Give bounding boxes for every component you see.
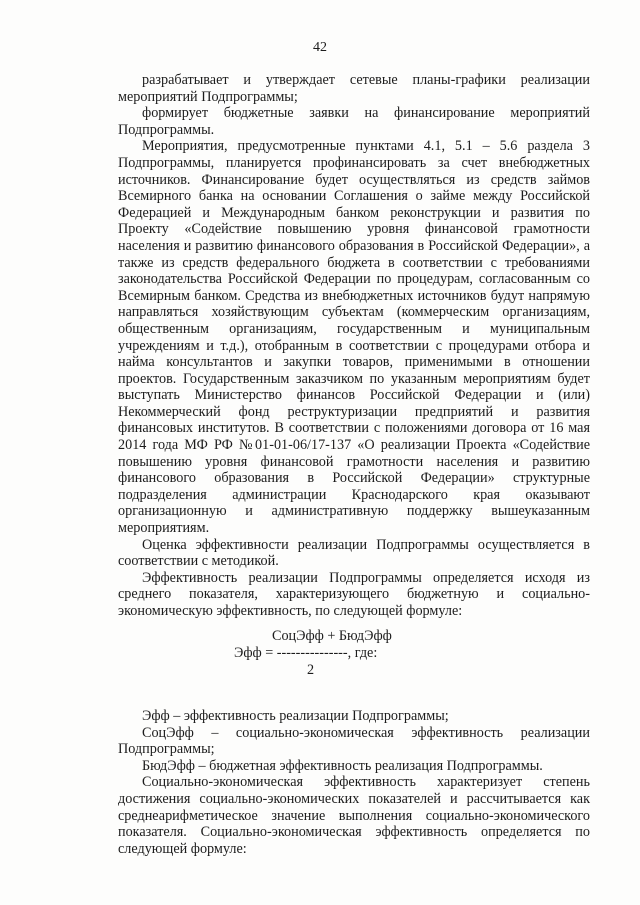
paragraph: разрабатывает и утверждает сетевые планы-графики реализации мероприятий Подпрограммы; [118,72,590,105]
body-text [118,72,590,620]
definition-item: СоцЭфф – социально-экономическая эффективность реализации Подпрограммы; [118,724,590,758]
paragraph: Эффективность реализации Подпрограммы определяется исходя из среднего показателя, характеризующего бюджетную и социально-экономическую эффективность, по следующей формуле: [118,569,590,619]
paragraph: формирует бюджетные заявки на финансирование мероприятий Подпрограммы. [118,105,590,138]
paragraph: Мероприятия, предусмотренные пунктами 4.1, 5.1 – 5.6 раздела 3 Подпрограммы, планируется профинансировать за счет внебюджетных источников. Финансирование будет осуществляться из средств займов Всемирного банка на основании Соглашения о займе между Российской Федерацией и Международным банком реконструкции и развития по Проекту «Содействие повышению уровня финансовой грамотности населения и развитию финансового образования в Российской Федерации», а также из средств федерального бюджета в соответствии с требованиями законодательства Российской Федерации по процедурам, согласованным со Всемирным банком. Средства из внебюджетных источников будут напрямую направляться хозяйствующим субъектам (коммерческим организациям, общественным организациям, государственным и муниципальным учреждениям и т.д.), отобранным в соответствии с процедурами отбора и найма консультантов и закупки товаров, применимыми в отношении проектов. Государственным заказчиком по указанным мероприятиям будет выступать Министерство финансов Российской Федерации и (или) Некоммерческий фонд реструктуризации предприятий и развития финансовых институтов. В соответствии с положениями договора от 16 мая 2014 года МФ РФ №01-01-06/17-137 «О реализации Проекта «Содействие повышению уровня финансовой грамотности населения и развитию финансового образования в Российской Федерации» структурные подразделения администрации Краснодарского края оказывают организационную и административную поддержку вышеуказанным мероприятиям. [118,138,590,537]
definition-item: Эфф – эффективность реализации Подпрограммы; [142,708,449,724]
paragraph: Социально-экономическая эффективность характеризует степень достижения социально-экономических показателей и рассчитывается как среднеарифметическое значение выполнения социально-экономического показателя. Социально-экономическая эффективность определяется по следующей формуле: [118,774,590,857]
definitions [118,708,590,857]
formula-numerator: СоцЭфф + БюдЭфф [272,628,392,644]
paragraph: Оценка эффективности реализации Подпрограммы осуществляется в соответствии с методикой. [118,536,590,570]
formula-denominator: 2 [307,662,315,678]
page-number: 42 [313,40,327,55]
formula-lhs: Эфф = ---------------, где: [234,645,378,661]
definition-item: БюдЭфф – бюджетная эффективность реализация Подпрограммы. [142,757,543,774]
